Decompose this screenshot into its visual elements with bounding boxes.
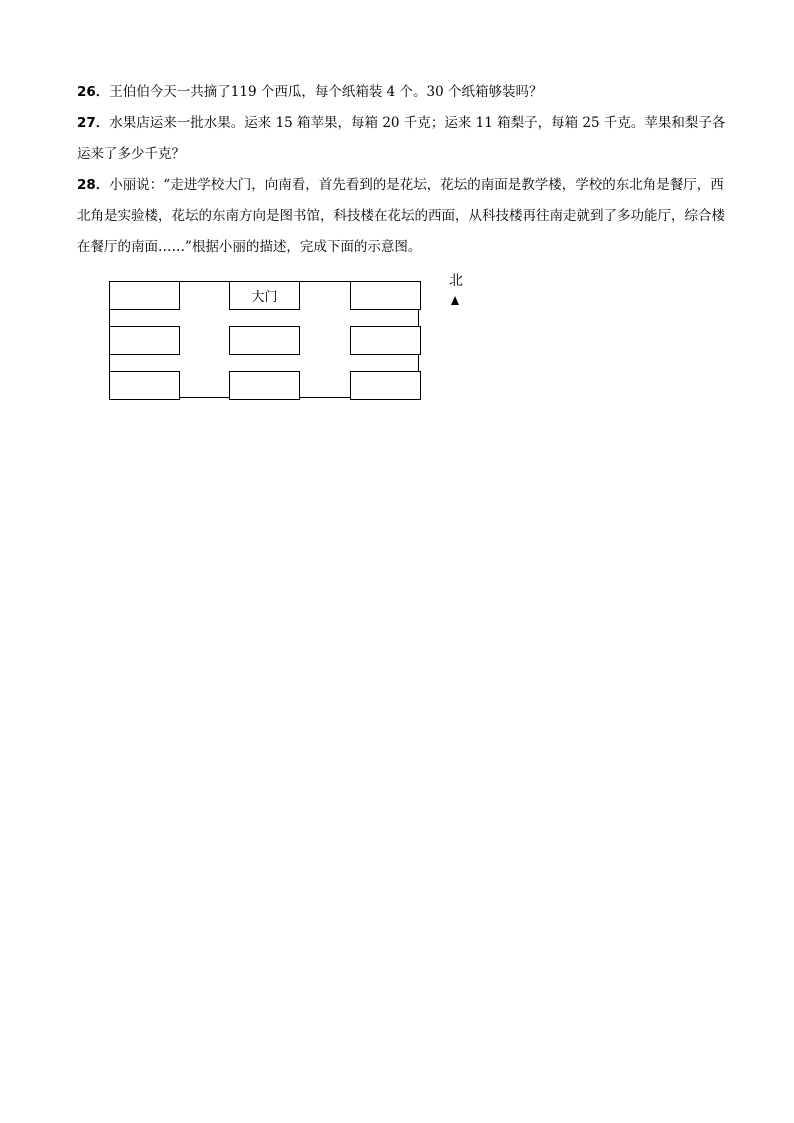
school-map-diagram bbox=[109, 281, 419, 398]
map-box-northeast bbox=[350, 281, 421, 310]
question-text: 水果店运来一批水果。运来 15 箱苹果，每箱 20 千克；运来 11 箱梨子，每箱 25 千克。苹果和梨子各运来了多少千克？ bbox=[77, 115, 726, 162]
question-text: 王伯伯今天一共摘了119 个西瓜，每个纸箱装 4 个。30 个纸箱够装吗？ bbox=[109, 84, 543, 100]
question-text: 小丽说：“走进学校大门，向南看，首先看到的是花坛，花坛的南面是教学楼，学校的东北角是餐厅，西北角是实验楼，花坛的东南方向是图书馆，科技楼在花坛的西面，从科技楼再往南走就到了多功能厅，综合楼在餐厅的南面……”根据小丽的描述，完成下面的示意图。 bbox=[77, 177, 725, 255]
question-number: 27． bbox=[77, 115, 110, 131]
question-26 bbox=[77, 77, 727, 108]
gate-label: 大门 bbox=[251, 290, 278, 305]
question-28 bbox=[77, 170, 727, 263]
map-box-northwest bbox=[109, 281, 180, 310]
map-box-gate bbox=[229, 281, 300, 310]
question-27 bbox=[77, 108, 727, 170]
north-label: 北 bbox=[449, 273, 463, 289]
question-number: 28． bbox=[77, 177, 110, 193]
question-number: 26． bbox=[77, 84, 110, 100]
map-box-west bbox=[109, 326, 180, 355]
map-box-southwest bbox=[109, 371, 180, 400]
map-box-east bbox=[350, 326, 421, 355]
north-arrow-icon bbox=[451, 296, 459, 305]
map-box-center bbox=[229, 326, 300, 355]
map-box-southeast bbox=[350, 371, 421, 400]
map-box-south bbox=[229, 371, 300, 400]
